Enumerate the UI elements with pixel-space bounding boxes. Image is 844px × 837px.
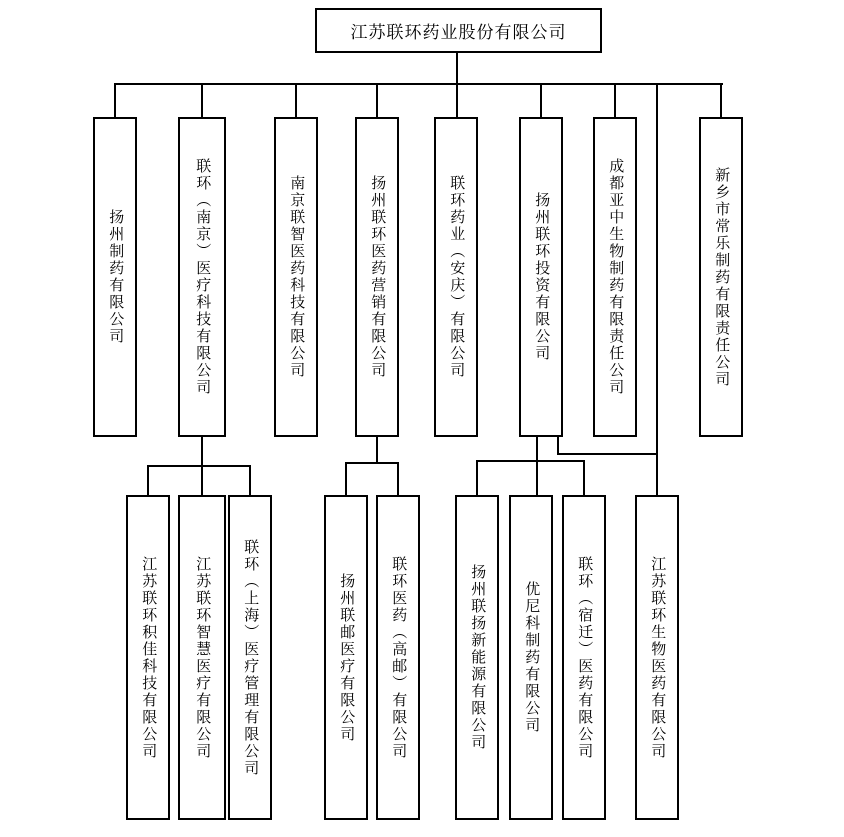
org-node-label: 扬州联邮医疗有限公司 — [338, 572, 355, 743]
connector-line — [456, 53, 458, 117]
connector-line — [376, 83, 378, 117]
org-node-label: 扬州联环投资有限公司 — [533, 192, 550, 362]
org-node-label: 联环（南京）医疗科技有限公司 — [194, 158, 211, 396]
connector-line — [147, 465, 149, 495]
connector-line — [295, 83, 297, 117]
org-node-lianhuan-gaoyou — [376, 495, 420, 820]
org-node-label: 联环（宿迁）医药有限公司 — [576, 555, 593, 760]
org-node-lianhuan-shanghai — [228, 495, 272, 820]
org-node-label: 联环（上海）医疗管理有限公司 — [242, 538, 259, 777]
connector-line — [249, 465, 251, 495]
org-node-lianhuan-jijia — [126, 495, 170, 820]
org-node-nanjing-lianzhi — [274, 117, 318, 437]
org-node-label: 成都亚中生物制药有限责任公司 — [607, 158, 624, 396]
org-node-lianyang-xinnengyuan — [455, 495, 499, 820]
connector-line — [476, 460, 585, 462]
org-node-label: 南京联智医药科技有限公司 — [288, 175, 305, 379]
org-node-yangzhou-zhiyao — [93, 117, 137, 437]
org-node-chengdu-yazhong — [593, 117, 637, 437]
connector-line — [376, 437, 378, 464]
org-node-lianhuan-touzi — [519, 117, 563, 437]
org-node-lianhuan-nanjing — [178, 117, 226, 437]
org-node-label: 扬州联环医药营销有限公司 — [369, 175, 386, 379]
connector-line — [557, 453, 658, 455]
org-node-label: 扬州联扬新能源有限公司 — [469, 564, 486, 751]
org-node-lianhuan-zhihui — [178, 495, 226, 820]
connector-line — [397, 462, 399, 495]
connector-line — [476, 460, 478, 495]
org-node-label: 新乡市常乐制药有限责任公司 — [713, 166, 730, 388]
org-node-label: 优尼科制药有限公司 — [523, 581, 540, 734]
org-node-label: 江苏联环药业股份有限公司 — [350, 23, 567, 42]
org-node-label: 江苏联环智慧医疗有限公司 — [194, 555, 211, 760]
org-node-younike — [509, 495, 553, 820]
org-node-label: 江苏联环生物医药有限公司 — [649, 555, 666, 760]
connector-line — [115, 83, 723, 85]
org-node-xinxiang-changle — [699, 117, 743, 437]
org-node-lianyou-yiliao — [324, 495, 368, 820]
org-node-lianhuan-yingxiao — [355, 117, 399, 437]
connector-line — [540, 83, 542, 117]
connector-line — [201, 83, 203, 117]
connector-line — [583, 460, 585, 495]
connector-line — [536, 437, 538, 495]
org-node-label: 联环医药（高邮）有限公司 — [390, 555, 407, 760]
connector-line — [345, 462, 399, 464]
org-node-label: 扬州制药有限公司 — [107, 209, 124, 345]
connector-line — [114, 83, 116, 117]
connector-line — [614, 83, 616, 117]
org-node-root — [315, 8, 602, 53]
connector-line — [345, 462, 347, 495]
org-node-lianhuan-shengwu — [635, 495, 679, 820]
org-node-label: 江苏联环积佳科技有限公司 — [140, 555, 157, 760]
connector-line — [656, 83, 658, 495]
connector-line — [147, 465, 251, 467]
org-node-label: 联环药业（安庆）有限公司 — [448, 175, 465, 379]
org-node-lianhuan-suqian — [562, 495, 606, 820]
connector-line — [720, 83, 722, 117]
org-node-lianhuan-anqing — [434, 117, 478, 437]
